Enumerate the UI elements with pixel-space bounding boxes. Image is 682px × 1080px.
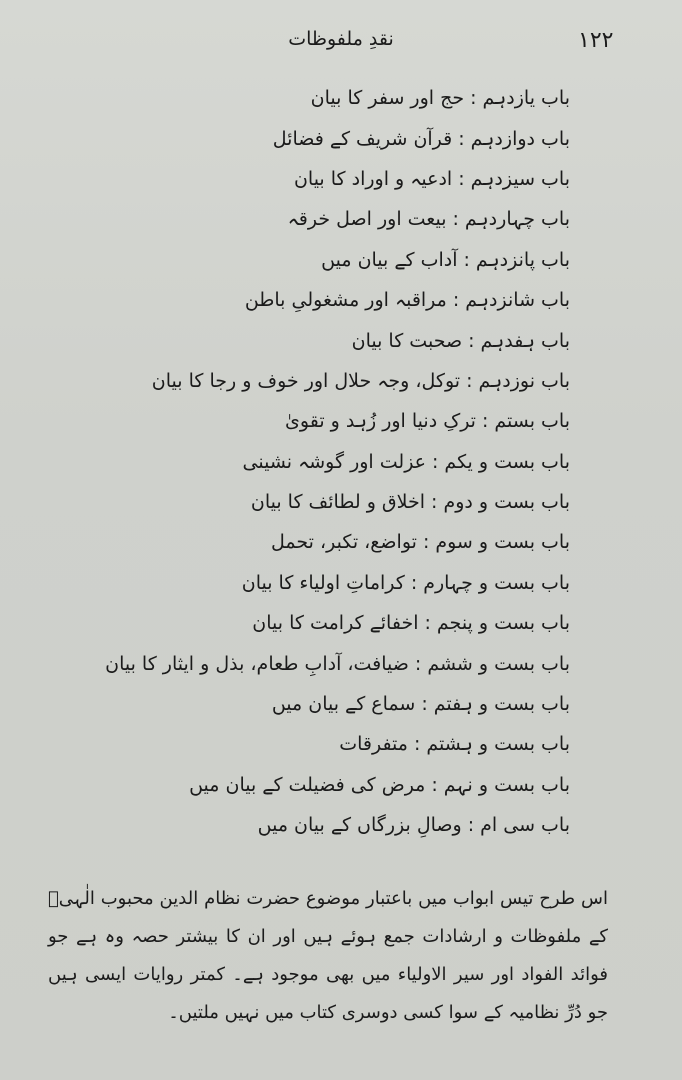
chapter-topic: مرض کی فضیلت کے بیان میں [189,773,426,796]
chapter-separator: : [422,531,430,554]
chapter-separator: : [452,208,459,231]
chapter-row [100,724,570,764]
chapter-number: باب بست و ہفتم [433,693,570,716]
chapter-topic: آداب کے بیان میں [321,248,458,271]
chapter-topic: ترکِ دنیا اور زُہد و تقویٰ [285,410,476,433]
page-number: ۱۲۲ [578,28,614,53]
chapter-row [100,563,570,603]
chapter-separator: : [432,450,439,473]
chapter-topic: اخفائے کرامت کا بیان [252,612,419,635]
chapter-row [100,684,570,724]
chapter-topic: سماع کے بیان میں [271,693,416,716]
chapter-topic: مراقبہ اور مشغولیِ باطن [244,289,447,312]
chapter-separator: : [468,329,475,352]
chapter-separator: : [470,87,477,110]
chapter-row [100,805,570,845]
chapter-topic: متفرقات [339,733,408,756]
chapter-number: باب ہفدہم [480,329,570,352]
chapter-number: باب سیزدہم [470,167,570,190]
chapter-topic: توکل، وجہ حلال اور خوف و رجا کا بیان [151,369,461,392]
chapter-row [100,603,570,643]
chapter-topic: حج اور سفر کا بیان [310,87,465,110]
chapter-topic: ادعیہ و اوراد کا بیان [293,167,453,190]
chapter-separator: : [431,773,438,796]
chapter-row [100,765,570,805]
chapter-row [100,361,570,401]
chapter-separator: : [481,410,489,433]
chapter-number: باب سی ام [480,814,570,837]
chapter-row [100,643,570,683]
chapter-topic: تواضع، تکبر، تحمل [271,531,417,554]
chapter-separator: : [431,491,438,514]
chapter-row [100,240,570,280]
chapter-number: باب بست و ہشتم [426,733,570,756]
chapter-topic: کراماتِ اولیاء کا بیان [241,571,405,594]
chapter-row [100,199,570,239]
chapter-row [100,442,570,482]
chapter-separator: : [421,693,428,716]
chapter-number: باب پانزدہم [475,248,570,271]
chapter-topic: بیعت اور اصل خرقہ [287,208,447,231]
chapter-number: باب شانزدہم [465,289,570,312]
chapter-separator: : [414,652,422,675]
summary-paragraph: اس طرح تیس ابواب میں باعتبار موضوع حضرت نظام الدین محبوب الٰہیؒ کے ملفوظات و ارشادات جمع ہوئے ہیں اور ان کا بیشتر حصہ وہ ہے جو فوائد الفواد اور سیر الاولیاء میں بھی موجود ہے۔ کمتر روایات ایسی ہیں جو دُرِّ نظامیہ کے سوا کسی دوسری کتاب میں نہیں ملتیں۔ [48,888,608,1023]
chapter-list [100,78,570,845]
chapter-separator: : [410,571,418,594]
chapter-topic: قرآن شریف کے فضائل [272,127,453,150]
chapter-separator: : [452,289,460,312]
chapter-number: باب دوازدہم [470,127,570,150]
chapter-row [100,159,570,199]
chapter-number: باب یازدہم [482,87,570,110]
chapter-row [100,522,570,562]
chapter-separator: : [466,369,473,392]
chapter-number: باب بست و یکم [444,450,570,473]
chapter-topic: ضیافت، آدابِ طعام، بذل و ایثار کا بیان [105,652,409,675]
chapter-number: باب بست و نہم [443,773,570,796]
chapter-number: باب نوزدہم [478,369,570,392]
chapter-row [100,401,570,441]
running-header-title: نقدِ ملفوظات [288,28,394,50]
chapter-number: باب بست و چہارم [423,571,570,594]
chapter-row [100,482,570,522]
chapter-number: باب بست و سوم [435,531,570,554]
chapter-number: باب بست و ششم [427,652,570,675]
chapter-number: باب بست و پنجم [436,612,570,635]
chapter-separator: : [458,127,465,150]
chapter-separator: : [467,814,475,837]
chapter-number: باب چہاردہم [464,208,570,231]
chapter-separator: : [424,612,431,635]
chapter-topic: اخلاق و لطائف کا بیان [250,491,426,514]
chapter-topic: صحبت کا بیان [351,329,463,352]
chapter-separator: : [413,733,421,756]
chapter-row [100,118,570,158]
chapter-row [100,78,570,118]
chapter-topic: وصالِ بزرگاں کے بیان میں [257,814,462,837]
chapter-number: باب بستم [494,410,570,433]
chapter-separator: : [463,248,470,271]
chapter-row [100,280,570,320]
chapter-number: باب بست و دوم [443,491,570,514]
chapter-row [100,320,570,360]
chapter-topic: عزلت اور گوشہ نشینی [242,450,427,473]
chapter-separator: : [458,167,465,190]
